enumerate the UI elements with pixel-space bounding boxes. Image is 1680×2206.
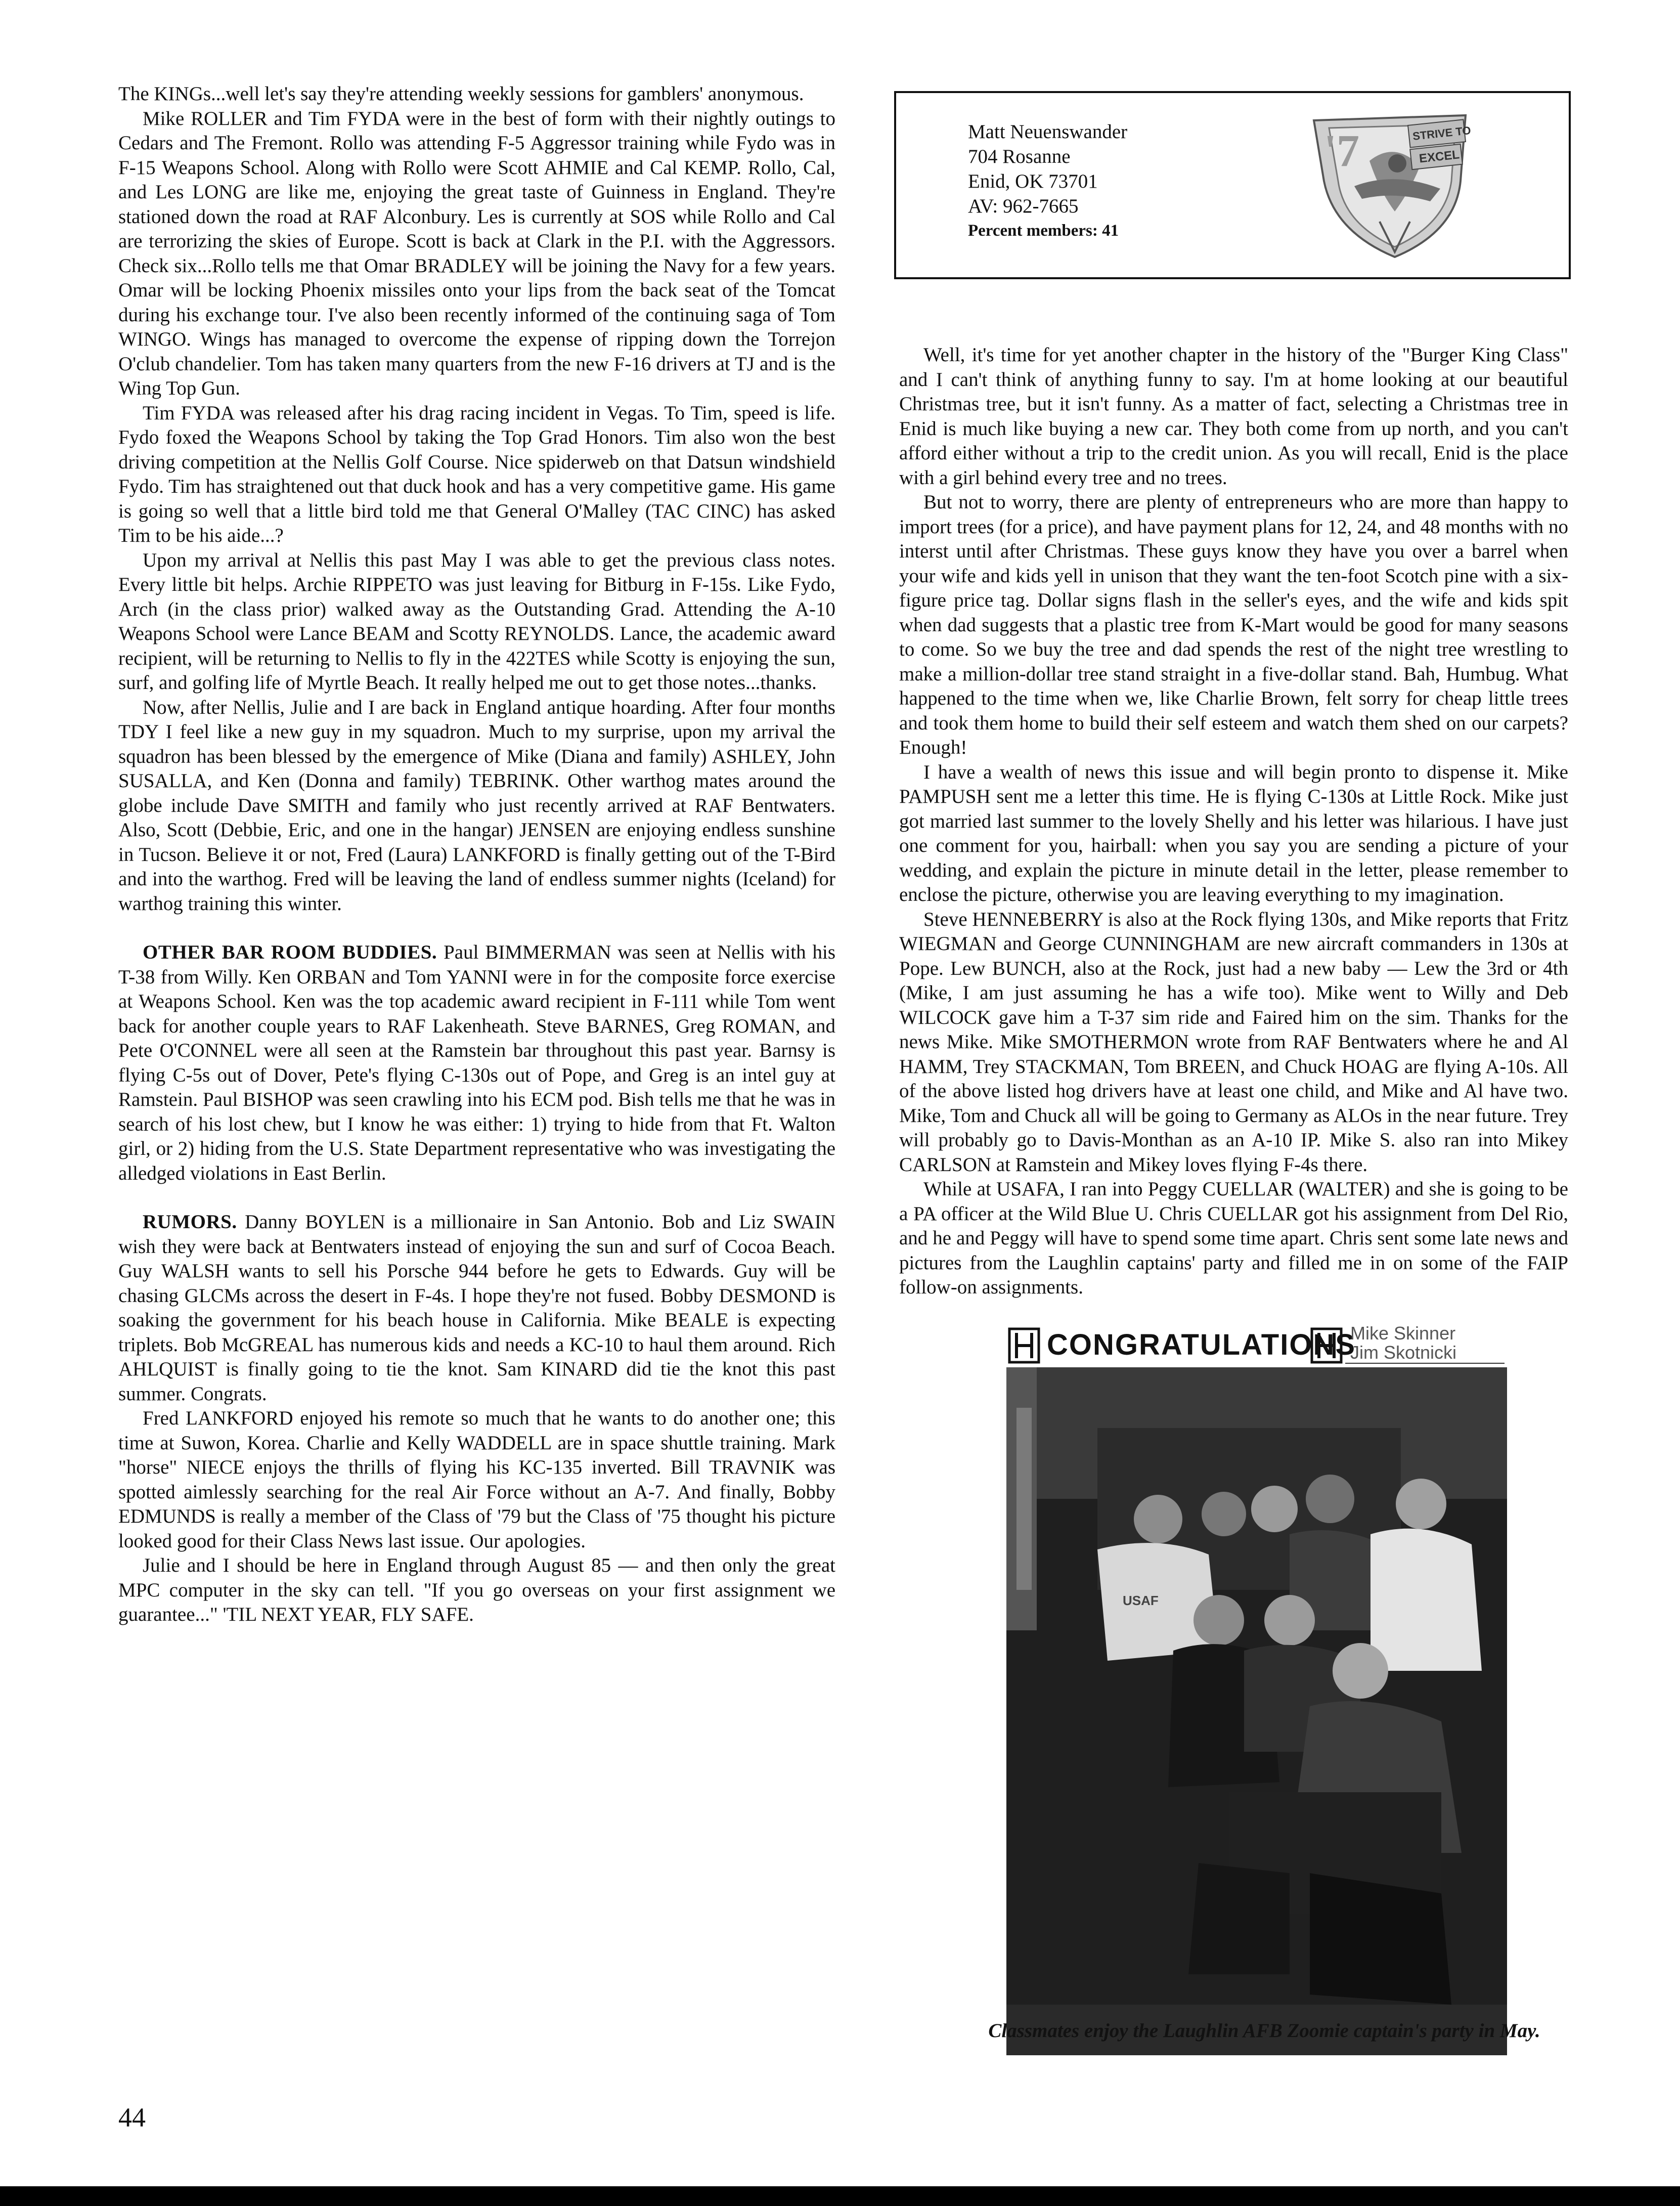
paragraph: Julie and I should be here in England through August 85 — and then only the great MPC computer in the sky can tell. "If you go overseas on your first assignment we guarantee..." 'TIL NEXT YEAR, FLY SAFE. [118, 1554, 835, 1625]
svg-text:'7: '7 [1324, 126, 1360, 176]
banner-names [1350, 1324, 1456, 1362]
shirt-text: USAF [1123, 1593, 1159, 1608]
rumors-section [118, 1210, 835, 1406]
party-photo-block [1006, 1318, 1507, 2055]
paragraph: The KINGs...well let's say they're attending weekly sessions for gamblers' anonymous. [118, 83, 804, 105]
paragraph: But not to worry, there are plenty of entrepreneurs who are more than happy to import trees (for a price), and have payment plans for 12, 24, and 48 months with no interst until after Christmas. These guys know they have you over a barrel when your wife and kids yell in unison that they want the ten-foot Scotch pine with a six-figure price tag. Dollar signs flash in the seller's eyes, and the wife and kids spit when dad suggests that a plastic tree from K-Mart would be good for many seasons to come. So we buy the tree and dad spends the rest of the night tree wrestling to make a million-dollar tree stand straight in a five-dollar stand. Bah, Humbug. What happened to the time when we, like Charlie Brown, felt sorry for cheap little trees and took them home to build their self esteem and watch them shed on our carpets? Enough! [899, 491, 1568, 758]
paragraph: Upon my arrival at Nellis this past May I was able to get the previous class notes. Every little bit helps. Archie RIPPETO was just leaving for Bitburg in F-15s. Like Fydo, Arch (in the class prior) walked away as the Outstanding Grad. Attending the A-10 Weapons School were Lance BEAM and Scotty REYNOLDS. Lance, the academic award recipient, will be returning to Nellis to fly in the 422TES while Scotty is enjoying the sun, surf, and golfing life of Myrtle Beach. It really helped me out to get those notes...thanks. [118, 549, 835, 694]
city-state-zip: Enid, OK 73701 [968, 170, 1098, 192]
section-text: Danny BOYLEN is a millionaire in San Antonio. Bob and Liz SWAIN wish they were back at Bentwaters instead of enjoying the sun and surf of Cocoa Beach. Guy WALSH wants to sell his Porsche 944 before he gets to Edwards. Guy will be chasing GLCMs across the desert in F-4s. I hope they're not fused. Bobby DESMOND is soaking the government for his beach house in California. Mike BEALE is expecting triplets. Bob McGREAL has numerous kids and needs a KC-10 to haul them around. Rich AHLQUIST is finally going to tie the knot. Sam KINARD did tie the knot this past summer. Congrats. [118, 1211, 835, 1405]
paragraph: Fred LANKFORD enjoyed his remote so much that he wants to do another one; this time at Suwon, Korea. Charlie and Kelly WADDELL are in space shuttle training. Mark "horse" NIECE enjoys the thrills of flying his KC-135 inverted. Bill TRAVNIK was spotted aimlessly searching for the real Air Force without an A-7. And finally, Bobby EDMUNDS is really a member of the Class of '79 but the Class of '75 thought his picture looked good for their Class News last issue. Our apologies. [118, 1407, 835, 1552]
percent-members: Percent members: 41 [968, 222, 1119, 240]
correspondent-address-box [894, 91, 1571, 279]
class-crest-icon [1294, 105, 1486, 267]
street-address: 704 Rosanne [968, 146, 1071, 167]
other-bar-room-buddies-section [118, 940, 835, 1186]
section-heading: OTHER BAR ROOM BUDDIES. [143, 941, 437, 963]
paragraph: Steve HENNEBERRY is also at the Rock flying 130s, and Mike reports that Fritz WIEGMAN and George CUNNINGHAM are new aircraft commanders in 130s at Pope. Lew BUNCH, also at the Rock, just had a new baby — Lew the 3rd or 4th (Mike, I am just assuming he has a wife too). Mike went to Willy and Deb WILCOCK gave him a T-37 sim ride and Faired him on the sim. Thanks for the news Mike. Mike SMOTHERMON wrote from RAF Bentwaters where he and Al HAMM, Trey STACKMAN, Tom BREEN, and Chuck HOAG are flying A-10s. All of the above listed hog drivers have at least one child, and Mike and Al have two. Mike, Tom and Chuck all will be going to Germany as ALOs in the near future. Trey will probably go to Davis-Monthan as an A-10 IP. Mike S. also ran into Mikey CARLSON at Ramstein and Mikey loves flying F-4s there. [899, 908, 1568, 1176]
left-column [118, 82, 835, 1627]
right-column [899, 343, 1568, 1300]
paragraph: Tim FYDA was released after his drag racing incident in Vegas. To Tim, speed is life. Fydo foxed the Weapons School by taking the Top Grad Honors. Tim also won the best driving competition at the Nellis Golf Course. Nice spiderweb on that Datsun windshield Fydo. Tim has straightened out that duck hook and has a very competitive game. His game is going so well that a little bird told me that General O'Malley (TAC CINC) has asked Tim to be his aide...? [118, 402, 835, 546]
paragraph: While at USAFA, I ran into Peggy CUELLAR (WALTER) and she is going to be a PA officer at the Wild Blue U. Chris CUELLAR got his assignment from Del Rio, and he and Peggy will have to spend some time apart. Chris sent some late news and pictures from the Laughlin captains' party and filled me in on some of the FAIP follow-on assignments. [899, 1178, 1568, 1298]
photo-caption: Classmates enjoy the Laughlin AFB Zoomie captain's party in May. [988, 2020, 1540, 2042]
crest-motto-bottom: EXCEL [1418, 148, 1461, 166]
page-number: 44 [118, 2102, 146, 2133]
paragraph: Now, after Nellis, Julie and I are back in England antique hoarding. After four months TDY I feel like a new guy in my squadron. Much to my surprise, upon my arrival the squadron has been blessed by the emergence of Mike (Diana and family) ASHLEY, John SUSALLA, and Ken (Donna and family) TEBRINK. Other warthog mates around the globe include Dave SMITH and family who just recently arrived at RAF Bentwaters. Also, Scott (Debbie, Eric, and one in the hangar) JENSEN are enjoying endless sunshine in Tucson. Believe it or not, Fred (Laura) LANKFORD is finally getting out of the T-Bird and into the warthog. Fred will be leaving the land of endless summer nights (Iceland) for warthog training this winter. [118, 696, 835, 915]
phone-number: AV: 962-7665 [968, 195, 1079, 217]
section-heading: RUMORS. [143, 1211, 237, 1233]
crest-motto-top: STRIVE TO [1412, 123, 1472, 143]
bottom-border [0, 2186, 1680, 2206]
paragraph: Mike ROLLER and Tim FYDA were in the best of form with their nightly outings to Cedars and The Fremont. Rollo was attending F-5 Aggressor training while Fydo was in F-15 Weapons School. Along with Rollo were Scott AHMIE and Cal KEMP. Rollo, Cal, and Les LONG are like me, enjoying the great taste of Guinness in England. They're stationed down the road at RAF Alconbury. Les is currently at SOS while Rollo and Cal are terrorizing the skies of Europe. Scott is back at Clark in the P.I. with the Aggressors. Check six...Rollo tells me that Omar BRADLEY will be joining the Navy for a few years. Omar will be locking Phoenix missiles onto your lips from the back seat of the Tomcat during his exchange tour. I've also been recently informed of the continuing saga of Tom WINGO. Wings has managed to overcome the expense of ripping down the Torrejon O'club chandelier. Tom has taken many quarters from the new F-16 drivers at TJ and is the Wing Top Gun. [118, 107, 835, 399]
party-photo [1006, 1367, 1507, 2055]
section-text: Paul BIMMERMAN was seen at Nellis with his T-38 from Willy. Ken ORBAN and Tom YANNI were in for the composite force exercise at Weapons School. Ken was the top academic award recipient in F-111 while Tom went back for another couple years to RAF Lakenheath. Steve BARNES, Greg ROMAN, and Pete O'CONNEL were all seen at the Ramstein bar throughout this past year. Barnsy is flying C-5s out of Dover, Pete's flying C-130s out of Pope, and Greg is an intel guy at Ramstein. Paul BISHOP was seen crawling into his ECM pod. Bish tells me that he was in search of his lost chew, but I know he was either: 1) trying to hide from that Ft. Walton girl, or 2) hiding from the U.S. State Department representative who was investigating the alledged violations in East Berlin. [118, 941, 836, 1184]
banner-name: Jim Skotnicki [1350, 1342, 1457, 1363]
address-block [968, 119, 1127, 243]
paragraph: Well, it's time for yet another chapter in the history of the "Burger King Class" and I can't think of anything funny to say. I'm at home looking at our beautiful Christmas tree, but it isn't funny. As a matter of fact, selecting a Christmas tree in Enid is much like buying a new car. They both come from up north, and you can't afford either without a trip to the credit union. As you will recall, Enid is the place with a girl behind every tree and no trees. [899, 344, 1568, 489]
party-photo-image [1006, 1367, 1507, 2055]
congratulations-banner [1006, 1318, 1507, 1367]
correspondent-name: Matt Neuenswander [968, 121, 1128, 143]
banner-name: Mike Skinner [1350, 1323, 1456, 1344]
banner-title: CONGRATULATIONS [1047, 1328, 1356, 1361]
paragraph: I have a wealth of news this issue and will begin pronto to dispense it. Mike PAMPUSH sent me a letter this time. He is flying C-130s at Little Rock. Mike just got married last summer to the lovely Shelly and his letter was hilarious. I have just one comment for you, hairball: when you say you are sending a picture of your wedding, and explain the picture in minute detail in the letter, please remember to enclose the picture, otherwise you are leaving everything to my imagination. [899, 761, 1568, 905]
